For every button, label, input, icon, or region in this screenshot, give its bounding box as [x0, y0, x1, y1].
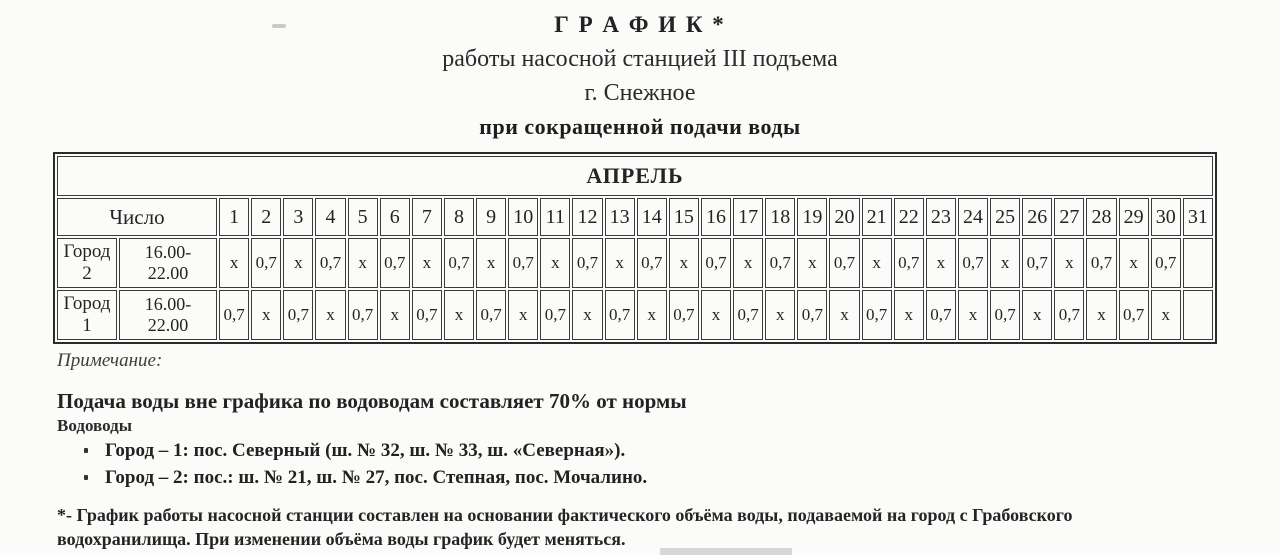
day-number-cell-8: 8: [444, 198, 474, 236]
day-number-cell-19: 19: [797, 198, 827, 236]
time-cell: 16.00-22.00: [119, 238, 217, 288]
conduits-label: Водоводы: [57, 416, 132, 435]
day-number-cell-4: 4: [315, 198, 345, 236]
conduit-list-text: Город – 2: пос.: ш. № 21, ш. № 27, пос. Степная, пос. Мочалино.: [105, 467, 648, 488]
title-subtitle-station: работы насосной станцией III подъема: [442, 46, 838, 72]
value-cell-day-17: 0,7: [733, 290, 763, 340]
title-subtitle-mode: при сокращенной подачи воды: [479, 114, 801, 139]
value-cell-day-4: 0,7: [315, 238, 345, 288]
month-header-cell: АПРЕЛЬ: [57, 156, 1213, 196]
value-cell-day-5: 0,7: [348, 290, 378, 340]
value-cell-day-27: 0,7: [1054, 290, 1084, 340]
title-block: [0, 8, 1280, 143]
value-cell-day-7: х: [412, 238, 442, 288]
value-cell-day-24: х: [958, 290, 988, 340]
conduit-list-text: Город – 1: пос. Северный (ш. № 32, ш. № 33, ш. «Северная»).: [105, 440, 626, 461]
value-cell-day-28: 0,7: [1086, 238, 1116, 288]
value-cell-day-3: 0,7: [283, 290, 313, 340]
value-cell-day-27: х: [1054, 238, 1084, 288]
day-numbers-row: [57, 198, 1213, 236]
day-number-cell-26: 26: [1022, 198, 1052, 236]
value-cell-day-12: х: [572, 290, 602, 340]
footnote: *- График работы насосной станции составлен на основании фактического объёма воды, подаваемой на город с Грабовского водохранилища. При изменении объёма воды график будет меняться.: [57, 505, 1073, 549]
value-cell-day-6: х: [380, 290, 410, 340]
value-cell-day-15: 0,7: [669, 290, 699, 340]
value-cell-day-10: 0,7: [508, 238, 538, 288]
day-number-cell-12: 12: [572, 198, 602, 236]
value-cell-day-9: х: [476, 238, 506, 288]
value-cell-day-25: х: [990, 238, 1020, 288]
value-cell-day-9: 0,7: [476, 290, 506, 340]
conduit-list-item: [57, 464, 647, 491]
value-cell-day-28: х: [1086, 290, 1116, 340]
conduit-list-item: [57, 437, 647, 464]
day-number-cell-14: 14: [637, 198, 667, 236]
value-cell-day-26: 0,7: [1022, 238, 1052, 288]
day-number-cell-2: 2: [251, 198, 281, 236]
day-number-cell-7: 7: [412, 198, 442, 236]
value-cell-day-19: х: [797, 238, 827, 288]
value-cell-day-20: 0,7: [829, 238, 859, 288]
day-number-cell-6: 6: [380, 198, 410, 236]
day-number-cell-21: 21: [862, 198, 892, 236]
city-cell: Город 1: [57, 290, 117, 340]
day-number-cell-10: 10: [508, 198, 538, 236]
value-cell-day-15: х: [669, 238, 699, 288]
day-number-cell-13: 13: [605, 198, 635, 236]
value-cell-day-14: 0,7: [637, 238, 667, 288]
bullet-dot-icon: [84, 448, 88, 453]
value-cell-day-30: 0,7: [1151, 238, 1181, 288]
value-cell-day-22: 0,7: [894, 238, 924, 288]
value-cell-day-26: х: [1022, 290, 1052, 340]
day-number-cell-1: 1: [219, 198, 249, 236]
value-cell-day-8: х: [444, 290, 474, 340]
value-cell-day-21: х: [862, 238, 892, 288]
day-number-cell-25: 25: [990, 198, 1020, 236]
value-cell-day-7: 0,7: [412, 290, 442, 340]
day-number-cell-22: 22: [894, 198, 924, 236]
day-number-cell-11: 11: [540, 198, 570, 236]
value-cell-day-23: х: [926, 238, 956, 288]
value-cell-day-16: 0,7: [701, 238, 731, 288]
day-number-cell-29: 29: [1119, 198, 1149, 236]
value-cell-day-2: 0,7: [251, 238, 281, 288]
day-number-cell-5: 5: [348, 198, 378, 236]
day-number-cell-23: 23: [926, 198, 956, 236]
bullet-dot-icon: [84, 475, 88, 480]
supply-note: Подача воды вне графика по водоводам составляет 70% от нормы: [57, 389, 687, 413]
day-header-label: Число: [57, 198, 217, 236]
day-number-cell-3: 3: [283, 198, 313, 236]
value-cell-day-10: х: [508, 290, 538, 340]
value-cell-day-22: х: [894, 290, 924, 340]
schedule-table: [55, 154, 1215, 342]
day-number-cell-15: 15: [669, 198, 699, 236]
value-cell-day-3: х: [283, 238, 313, 288]
value-cell-day-31: [1183, 238, 1213, 288]
value-cell-day-14: х: [637, 290, 667, 340]
value-cell-day-2: х: [251, 290, 281, 340]
city-cell: Город 2: [57, 238, 117, 288]
month-header-row: [57, 156, 1213, 196]
title-subtitle-city: г. Снежное: [584, 80, 696, 106]
value-cell-day-1: х: [219, 238, 249, 288]
note-label: Примечание:: [57, 350, 163, 371]
day-number-cell-24: 24: [958, 198, 988, 236]
value-cell-day-16: х: [701, 290, 731, 340]
value-cell-day-5: х: [348, 238, 378, 288]
value-cell-day-29: х: [1119, 238, 1149, 288]
schedule-table-wrap: [53, 152, 1217, 344]
document-title: Г Р А Ф И К *: [554, 12, 726, 37]
value-cell-day-23: 0,7: [926, 290, 956, 340]
value-cell-day-12: 0,7: [572, 238, 602, 288]
value-cell-day-25: 0,7: [990, 290, 1020, 340]
value-cell-day-29: 0,7: [1119, 290, 1149, 340]
value-cell-day-13: 0,7: [605, 290, 635, 340]
schedule-row-город-2: [57, 238, 1213, 288]
day-number-cell-18: 18: [765, 198, 795, 236]
value-cell-day-30: х: [1151, 290, 1181, 340]
value-cell-day-21: 0,7: [862, 290, 892, 340]
value-cell-day-31: [1183, 290, 1213, 340]
day-number-cell-31: 31: [1183, 198, 1213, 236]
scan-artifact-bar: [660, 548, 792, 555]
value-cell-day-6: 0,7: [380, 238, 410, 288]
value-cell-day-1: 0,7: [219, 290, 249, 340]
value-cell-day-4: х: [315, 290, 345, 340]
conduits-list: [57, 437, 647, 491]
day-number-cell-16: 16: [701, 198, 731, 236]
day-number-cell-27: 27: [1054, 198, 1084, 236]
value-cell-day-13: х: [605, 238, 635, 288]
time-cell: 16.00-22.00: [119, 290, 217, 340]
value-cell-day-18: 0,7: [765, 238, 795, 288]
value-cell-day-8: 0,7: [444, 238, 474, 288]
day-number-cell-20: 20: [829, 198, 859, 236]
value-cell-day-24: 0,7: [958, 238, 988, 288]
value-cell-day-11: х: [540, 238, 570, 288]
day-number-cell-9: 9: [476, 198, 506, 236]
value-cell-day-18: х: [765, 290, 795, 340]
value-cell-day-11: 0,7: [540, 290, 570, 340]
value-cell-day-17: х: [733, 238, 763, 288]
day-number-cell-30: 30: [1151, 198, 1181, 236]
schedule-row-город-1: [57, 290, 1213, 340]
value-cell-day-20: х: [829, 290, 859, 340]
value-cell-day-19: 0,7: [797, 290, 827, 340]
day-number-cell-28: 28: [1086, 198, 1116, 236]
day-number-cell-17: 17: [733, 198, 763, 236]
